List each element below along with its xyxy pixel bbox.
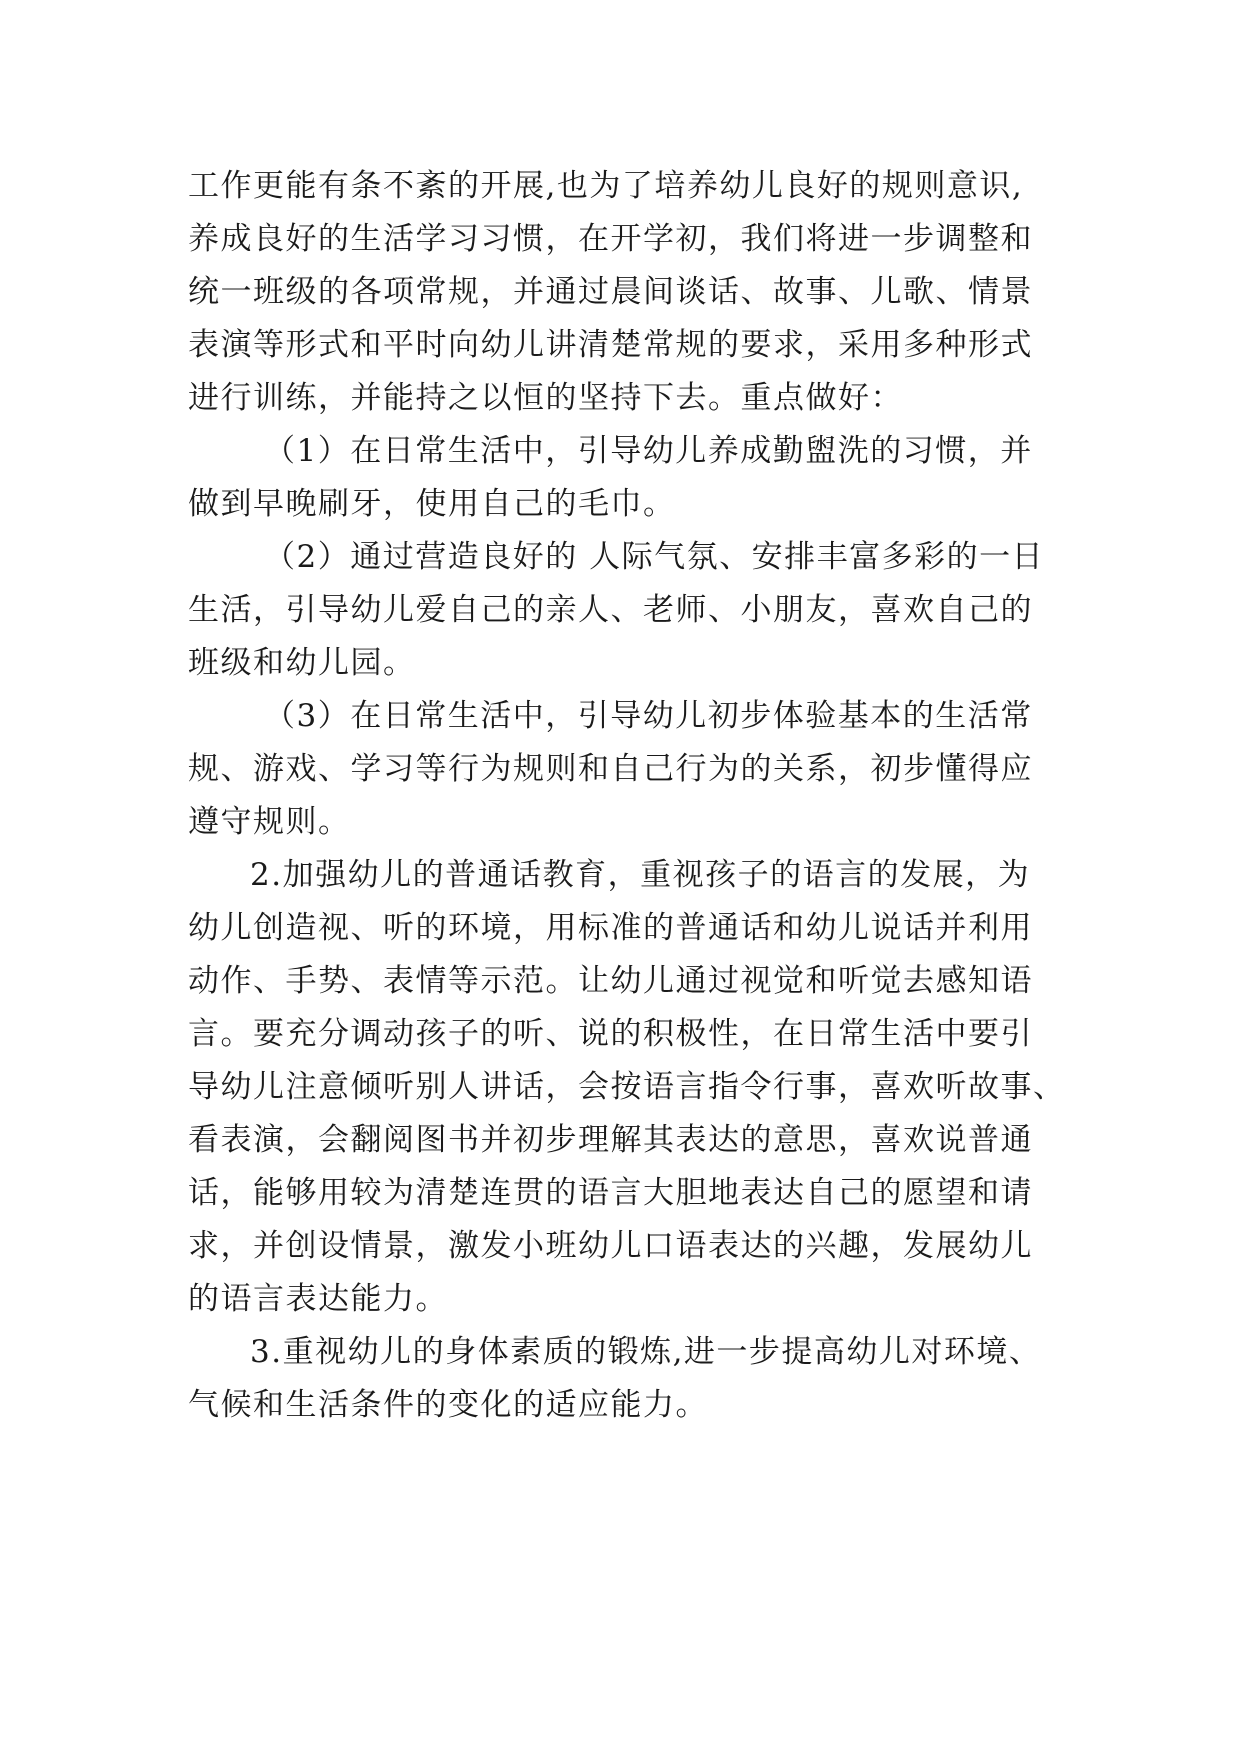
text-line: 做到早晚刷牙，使用自己的毛巾。 xyxy=(188,486,676,522)
text-line: 生活，引导幼儿爱自己的亲人、老师、小朋友，喜欢自己的 xyxy=(188,592,1033,628)
text-line: 规、游戏、学习等行为规则和自己行为的关系，初步懂得应 xyxy=(188,751,1033,787)
text-line: 言。要充分调动孩子的听、说的积极性，在日常生活中要引 xyxy=(188,1016,1033,1052)
list-item-3-start: （3）在日常生活中，引导幼儿初步体验基本的生活常 xyxy=(264,698,1033,734)
text-line: 班级和幼儿园。 xyxy=(188,645,416,681)
text-line: 幼儿创造视、听的环境，用标准的普通话和幼儿说话并利用 xyxy=(188,910,1033,946)
text-line: 的语言表达能力。 xyxy=(188,1281,448,1317)
list-item-1-start: （1）在日常生活中，引导幼儿养成勤盥洗的习惯，并 xyxy=(264,433,1033,469)
text-line: 求，并创设情景，激发小班幼儿口语表达的兴趣，发展幼儿 xyxy=(188,1228,1033,1264)
text-line: 导幼儿注意倾听别人讲话，会按语言指令行事，喜欢听故事、 xyxy=(188,1069,1066,1105)
text-line: 进行训练，并能持之以恒的坚持下去。重点做好： xyxy=(188,380,903,416)
text-line: 养成良好的生活学习习惯，在开学初，我们将进一步调整和 xyxy=(188,221,1033,257)
text-line: 看表演，会翻阅图书并初步理解其表达的意思，喜欢说普通 xyxy=(188,1122,1033,1158)
text-line: 遵守规则。 xyxy=(188,804,351,840)
text-line: 统一班级的各项常规，并通过晨间谈话、故事、儿歌、情景 xyxy=(188,274,1033,310)
text-line: 表演等形式和平时向幼儿讲清楚常规的要求，采用多种形式 xyxy=(188,327,1033,363)
text-line: 气候和生活条件的变化的适应能力。 xyxy=(188,1387,708,1423)
text-line: 工作更能有条不紊的开展,也为了培养幼儿良好的规则意识, xyxy=(188,168,1024,204)
section-2-start: 2.加强幼儿的普通话教育，重视孩子的语言的发展，为 xyxy=(250,857,1031,893)
text-line: 话，能够用较为清楚连贯的语言大胆地表达自己的愿望和请 xyxy=(188,1175,1033,1211)
document-page xyxy=(188,160,1068,1432)
list-item-2-start: （2）通过营造良好的 人际气氛、安排丰富多彩的一日 xyxy=(264,539,1045,575)
text-line: 动作、手势、表情等示范。让幼儿通过视觉和听觉去感知语 xyxy=(188,963,1033,999)
section-3-start: 3.重视幼儿的身体素质的锻炼,进一步提高幼儿对环境、 xyxy=(250,1334,1042,1370)
